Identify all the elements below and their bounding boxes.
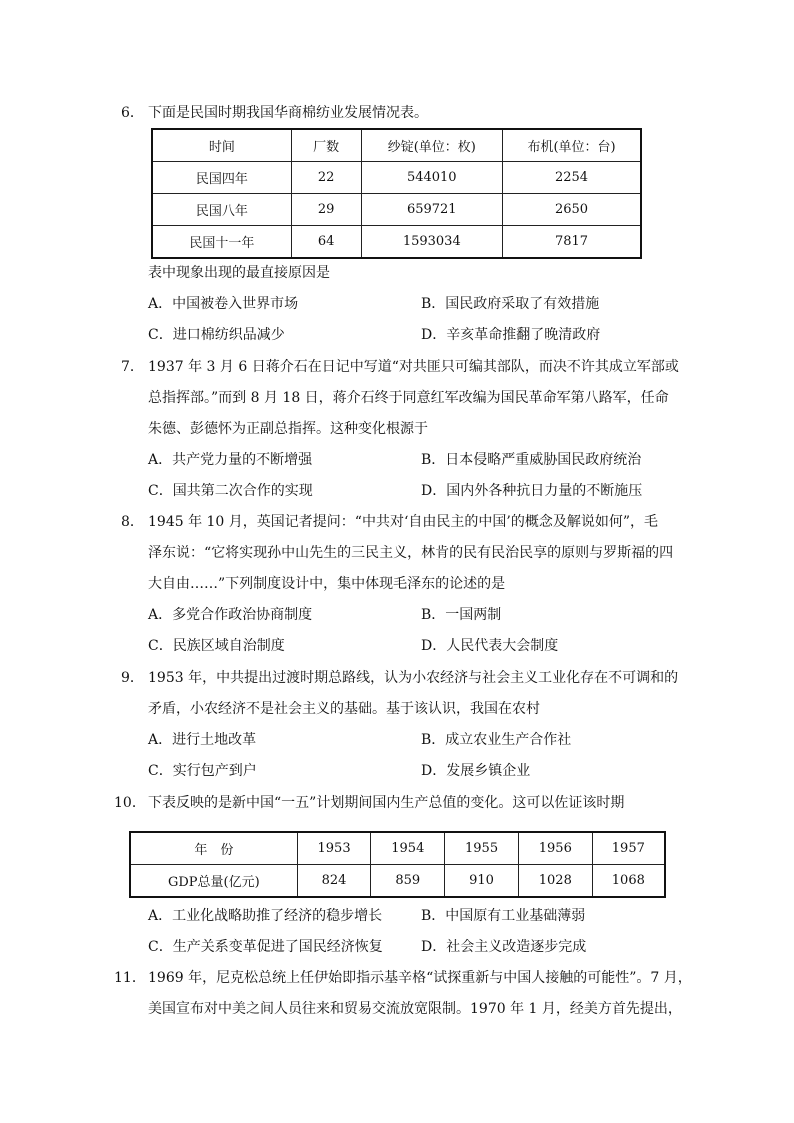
option-b[interactable]: B．国民政府采取了有效措施 — [421, 296, 600, 312]
question-6-body — [121, 258, 681, 351]
question-stem: 下面是民国时期我国华商棉纺业发展情况表。 — [148, 105, 428, 121]
question-number: 7． — [121, 359, 144, 375]
options-row — [121, 932, 681, 963]
question-stem-line: 1937 年 3 月 6 日蒋介石在日记中写道“对共匪只可编其部队，而决不许其成立军部或 — [148, 359, 679, 375]
option-d[interactable]: D．人民代表大会制度 — [421, 638, 559, 654]
table-cell: 2650 — [503, 194, 641, 226]
option-a[interactable]: A．多党合作政治协商制度 — [148, 607, 313, 623]
table-cell: 659721 — [361, 194, 503, 226]
table-row — [130, 865, 665, 898]
option-b[interactable]: B．中国原有工业基础薄弱 — [421, 908, 586, 924]
table-cell: 910 — [445, 865, 519, 898]
option-a[interactable]: A．中国被卷入世界市场 — [148, 296, 299, 312]
question-stem-line: 朱德、彭德怀为正副总指挥。这种变化根源于 — [148, 421, 428, 437]
table-header-cell: 布机(单位：台) — [503, 129, 641, 162]
option-b[interactable]: B．日本侵略严重威胁国民政府统治 — [421, 452, 642, 468]
question-11 — [114, 963, 692, 1025]
question-stem-line: 矛盾，小农经济不是社会主义的基础。基于该认识，我国在农村 — [148, 701, 540, 717]
options-row — [121, 631, 681, 662]
option-c[interactable]: C．进口棉纺织品减少 — [148, 327, 285, 343]
table-cell: 1953 — [297, 832, 371, 865]
question-stem-line: 1969 年，尼克松总统上任伊始即指示基辛格“试探重新与中国人接触的可能性”。7 月， — [148, 970, 692, 986]
question-stem-line: 总指挥部。”而到 8 月 18 日，蒋介石终于同意红军改编为国民革命军第八路军，任命 — [148, 390, 669, 406]
options-row — [121, 476, 681, 507]
gdp-table — [129, 831, 666, 898]
table-cell: 2254 — [503, 162, 641, 194]
table-header-cell: 时间 — [152, 129, 291, 162]
question-number: 10． — [114, 795, 146, 811]
table-header-cell: 厂数 — [291, 129, 361, 162]
cotton-industry-table — [151, 128, 642, 259]
options-row — [121, 600, 681, 631]
table-cell: 1593034 — [361, 226, 503, 259]
table-cell: 544010 — [361, 162, 503, 194]
question-stem-line: 1953 年，中共提出过渡时期总路线，认为小农经济与社会主义工业化存在不可调和的 — [148, 670, 679, 686]
question-number: 11． — [114, 970, 146, 986]
question-stem-line: 大自由……”下列制度设计中，集中体现毛泽东的论述的是 — [148, 576, 506, 592]
question-number: 8． — [121, 514, 144, 530]
question-prompt: 表中现象出现的最直接原因是 — [148, 265, 330, 281]
option-d[interactable]: D．社会主义改造逐步完成 — [421, 939, 587, 955]
table-cell: 824 — [297, 865, 371, 898]
table-header-cell: 年 份 — [130, 832, 297, 865]
table-cell: 64 — [291, 226, 361, 259]
option-d[interactable]: D．国内外各种抗日力量的不断施压 — [421, 483, 643, 499]
table-cell: 859 — [371, 865, 445, 898]
table-cell: 1955 — [445, 832, 519, 865]
question-stem-line: 美国宣布对中美之间人员往来和贸易交流放宽限制。1970 年 1 月，经美方首先提出， — [148, 1001, 682, 1017]
option-c[interactable]: C．实行包产到户 — [148, 763, 257, 779]
table-cell: 7817 — [503, 226, 641, 259]
table-cell: 1068 — [592, 865, 665, 898]
option-b[interactable]: B．成立农业生产合作社 — [421, 732, 572, 748]
option-c[interactable]: C．生产关系变革促进了国民经济恢复 — [148, 939, 383, 955]
options-row — [121, 725, 681, 756]
option-c[interactable]: C．国共第二次合作的实现 — [148, 483, 313, 499]
option-b[interactable]: B．一国两制 — [421, 607, 502, 623]
table-row — [130, 832, 665, 865]
table-cell: 民国四年 — [152, 162, 291, 194]
table-row — [152, 226, 641, 259]
option-d[interactable]: D．发展乡镇企业 — [421, 763, 531, 779]
option-d[interactable]: D．辛亥革命推翻了晚清政府 — [421, 327, 601, 343]
question-8 — [121, 507, 681, 662]
question-7 — [121, 352, 681, 507]
question-stem: 下表反映的是新中国“一五”计划期间国内生产总值的变化。这可以佐证该时期 — [148, 795, 625, 811]
question-number: 6． — [121, 105, 144, 121]
table-row — [152, 194, 641, 226]
question-stem-line: 泽东说：“它将实现孙中山先生的三民主义，林肯的民有民治民享的原则与罗斯福的四 — [148, 545, 674, 561]
table-cell: 1957 — [592, 832, 665, 865]
options-row — [121, 901, 681, 932]
option-a[interactable]: A．工业化战略助推了经济的稳步增长 — [148, 908, 383, 924]
options-row — [121, 320, 681, 351]
question-9 — [121, 663, 681, 787]
table-header-cell: GDP总量(亿元) — [130, 865, 297, 898]
option-c[interactable]: C．民族区域自治制度 — [148, 638, 285, 654]
table-cell: 29 — [291, 194, 361, 226]
table-cell: 1956 — [518, 832, 592, 865]
table-cell: 1028 — [518, 865, 592, 898]
table-cell: 1954 — [371, 832, 445, 865]
table-cell: 民国八年 — [152, 194, 291, 226]
question-stem-line: 1945 年 10 月，英国记者提问：“中共对‘自由民主的中国’的概念及解说如何”，毛 — [148, 514, 659, 530]
option-a[interactable]: A．进行土地改革 — [148, 732, 257, 748]
table-header-row — [152, 129, 641, 162]
table-cell: 民国十一年 — [152, 226, 291, 259]
table-header-cell: 纱锭(单位：枚) — [361, 129, 503, 162]
options-row — [121, 756, 681, 787]
option-a[interactable]: A．共产党力量的不断增强 — [148, 452, 313, 468]
options-row — [121, 289, 681, 320]
table-row — [152, 162, 641, 194]
table-cell: 22 — [291, 162, 361, 194]
question-10-options — [121, 901, 681, 963]
question-number: 9． — [121, 670, 144, 686]
question-6 — [121, 98, 681, 129]
question-10 — [114, 788, 681, 819]
options-row — [121, 445, 681, 476]
